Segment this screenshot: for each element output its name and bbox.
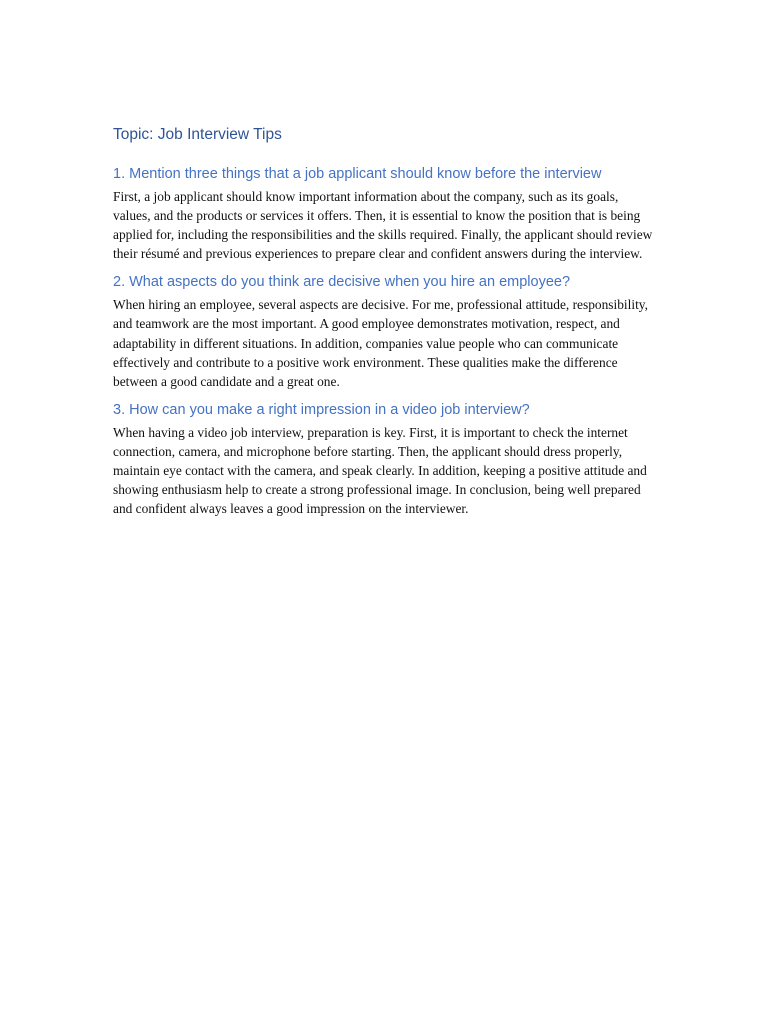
- document-page: [113, 122, 658, 525]
- section-paragraph: When having a video job interview, preparation is key. First, it is important to check the internet connection, camera, and microphone before starting. Then, the applicant should dress properly, maintain eye contact with the camera, and speak clearly. In addition, keeping a positive attitude and showing enthusiasm help to create a strong professional image. In conclusion, being well prepared and confident always leaves a good impression on the interviewer.: [113, 424, 647, 517]
- section-heading: 2. What aspects do you think are decisive when you hire an employee?: [113, 274, 571, 291]
- document-title: Topic: Job Interview Tips: [113, 126, 282, 143]
- section-company-knowledge: [113, 162, 658, 263]
- section-heading: 1. Mention three things that a job applicant should know before the interview: [113, 166, 602, 182]
- section-video-interview: [113, 398, 658, 518]
- section-paragraph: First, a job applicant should know important information about the company, such as its goals, values, and the products or services it offers. Then, it is essential to know the position that is being applied for, including the responsibilities and the skills required. Finally, the applicant should review their résumé and previous experiences to prepare clear and confident answers during the interview.: [113, 189, 653, 262]
- section-heading: 3. How can you make a right impression in a video job interview?: [113, 401, 530, 418]
- section-paragraph: When hiring an employee, several aspects are decisive. For me, professional attitude, responsibility, and teamwork are the most important. A good employee demonstrates motivation, respect, and adaptability in different situations. In addition, companies value people who can communicate effectively and contribute to a positive work environment. These qualities make the difference between a good candidate and a great one.: [113, 297, 648, 389]
- section-hiring-aspects: [113, 270, 658, 390]
